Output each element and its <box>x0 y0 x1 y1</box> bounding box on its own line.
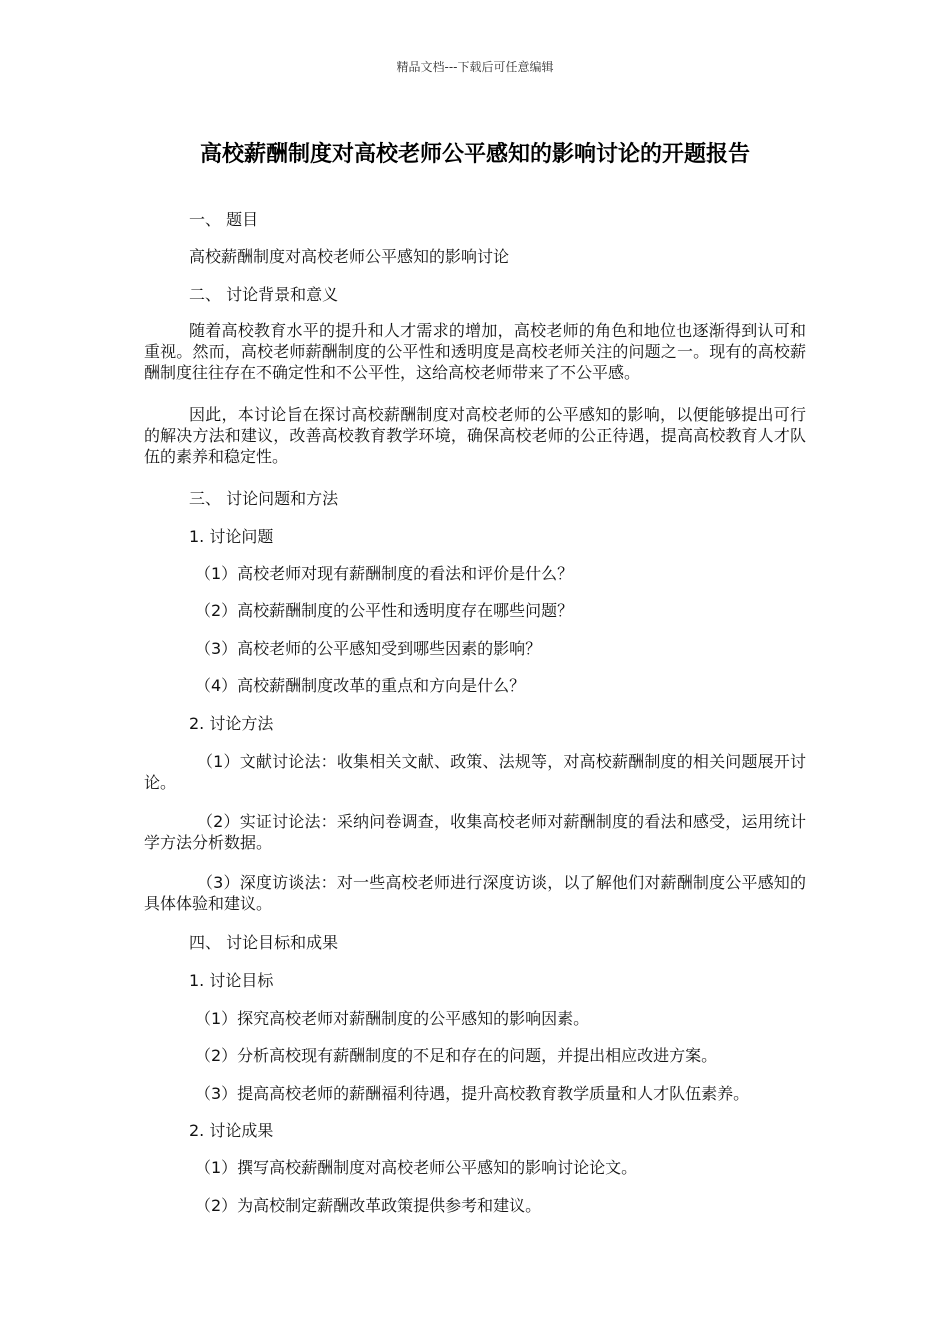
section-3-heading: 三、 讨论问题和方法 <box>189 489 339 508</box>
section-4-goal-3: （3）提高高校老师的薪酬福利待遇，提升高校教育教学质量和人才队伍素养。 <box>195 1084 750 1103</box>
section-3-method-2: （2）实证讨论法：采纳问卷调查，收集高校老师对薪酬制度的看法和感受，运用统计学方法分析数据。 <box>144 812 806 852</box>
section-3-question-3: （3）高校老师的公平感知受到哪些因素的影响？ <box>195 639 542 658</box>
section-2-paragraph-2: 因此，本讨论旨在探讨高校薪酬制度对高校老师的公平感知的影响，以便能够提出可行的解决方法和建议，改善高校教育教学环境，确保高校老师的公正待遇，提高高校教育人才队伍的素养和稳定性。 <box>144 405 806 466</box>
section-3-subheading-methods: 2. 讨论方法 <box>189 714 274 733</box>
section-3-question-1: （1）高校老师对现有薪酬制度的看法和评价是什么？ <box>195 564 574 583</box>
section-3-method-1: （1）文献讨论法：收集相关文献、政策、法规等，对高校薪酬制度的相关问题展开讨论。 <box>144 752 806 792</box>
section-1-heading: 一、 题目 <box>189 210 259 229</box>
document-title: 高校薪酬制度对高校老师公平感知的影响讨论的开题报告 <box>199 142 750 167</box>
section-4-result-2: （2）为高校制定薪酬改革政策提供参考和建议。 <box>195 1196 542 1215</box>
section-4-goal-2: （2）分析高校现有薪酬制度的不足和存在的问题，并提出相应改进方案。 <box>195 1046 718 1065</box>
section-1-text: 高校薪酬制度对高校老师公平感知的影响讨论 <box>189 247 510 266</box>
section-3-method-3: （3）深度访谈法：对一些高校老师进行深度访谈，以了解他们对薪酬制度公平感知的具体体验和建议。 <box>144 873 806 913</box>
section-3-subheading-questions: 1. 讨论问题 <box>189 527 274 546</box>
section-2-heading: 二、 讨论背景和意义 <box>189 285 339 304</box>
section-4-subheading-results: 2. 讨论成果 <box>189 1121 274 1140</box>
section-4-goal-1: （1）探究高校老师对薪酬制度的公平感知的影响因素。 <box>195 1009 590 1028</box>
page-header-note: 精品文档---下载后可任意编辑 <box>396 60 554 74</box>
section-4-result-1: （1）撰写高校薪酬制度对高校老师公平感知的影响讨论论文。 <box>195 1158 638 1177</box>
section-3-question-2: （2）高校薪酬制度的公平性和透明度存在哪些问题？ <box>195 601 574 620</box>
section-2-paragraph-1: 随着高校教育水平的提升和人才需求的增加，高校老师的角色和地位也逐渐得到认可和重视。然而，高校老师薪酬制度的公平性和透明度是高校老师关注的问题之一。现有的高校薪酬制度往往存在不确定性和不公平性，这给高校老师带来了不公平感。 <box>144 321 806 382</box>
section-4-heading: 四、 讨论目标和成果 <box>189 933 339 952</box>
section-3-question-4: （4）高校薪酬制度改革的重点和方向是什么？ <box>195 676 526 695</box>
section-4-subheading-goals: 1. 讨论目标 <box>189 971 274 990</box>
